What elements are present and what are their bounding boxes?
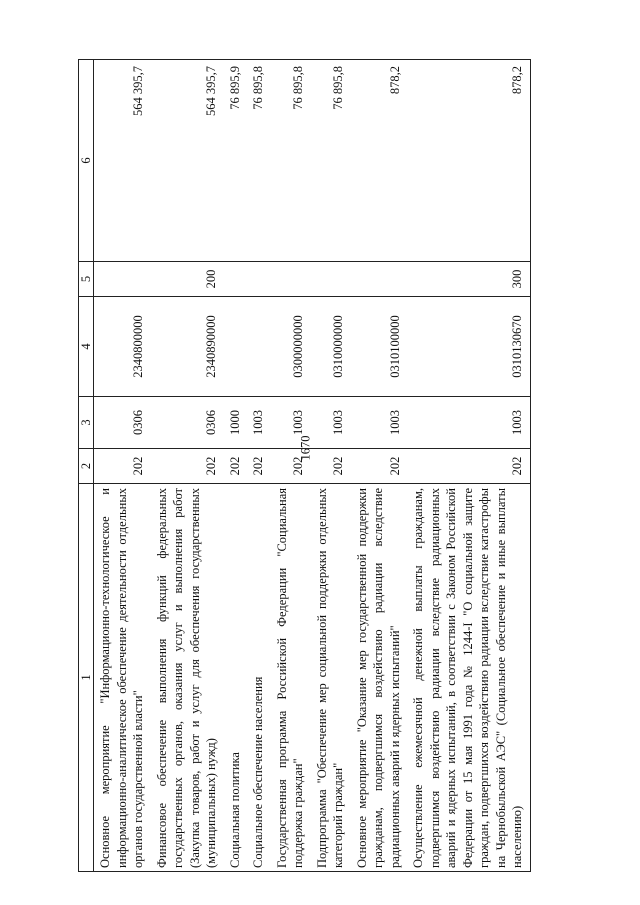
row-ministry-code: 202	[407, 449, 530, 484]
row-amount: 564 395,7	[94, 60, 151, 262]
row-target-code: 0310000000	[311, 297, 351, 397]
column-header: 4	[79, 297, 94, 397]
table-row	[151, 60, 224, 872]
table-row	[407, 60, 530, 872]
row-expense-type	[224, 262, 248, 297]
row-ministry-code: 202	[224, 449, 248, 484]
table-row	[224, 60, 248, 872]
row-amount: 76 895,8	[271, 60, 311, 262]
table-row	[311, 60, 351, 872]
row-expense-type	[247, 262, 271, 297]
row-target-code: 0310100000	[351, 297, 408, 397]
row-amount: 878,2	[351, 60, 408, 262]
table-header-row	[79, 60, 94, 872]
budget-table	[78, 59, 531, 872]
column-header: 2	[79, 449, 94, 484]
row-amount: 564 395,7	[151, 60, 224, 262]
row-target-code	[224, 297, 248, 397]
row-expense-type	[311, 262, 351, 297]
row-section-code: 1003	[407, 397, 530, 449]
row-amount: 878,2	[407, 60, 530, 262]
table-row	[271, 60, 311, 872]
row-description: Социальная политика	[224, 484, 248, 872]
row-target-code: 2340890000	[151, 297, 224, 397]
row-expense-type: 200	[151, 262, 224, 297]
row-target-code	[247, 297, 271, 397]
row-ministry-code: 202	[351, 449, 408, 484]
page-number: 1670	[298, 435, 313, 461]
row-description: Финансовое обеспечение выполнения функций федеральных государственных органов, оказания услуг и выполнения работ (Закупка товаров, работ и услуг для обеспечения государственных (муниципальных) нужд)	[151, 484, 224, 872]
column-header: 6	[79, 60, 94, 262]
row-target-code: 2340800000	[94, 297, 151, 397]
row-expense-type: 300	[407, 262, 530, 297]
row-amount: 76 895,8	[247, 60, 271, 262]
table-row	[351, 60, 408, 872]
row-ministry-code: 202	[311, 449, 351, 484]
table-row	[94, 60, 151, 872]
row-target-code: 0300000000	[271, 297, 311, 397]
row-description: Основное мероприятие "Оказание мер государственной поддержки гражданам, подвергшимся воздействию радиации вследствие радиационных аварий и ядерных испытаний"	[351, 484, 408, 872]
row-ministry-code: 202	[94, 449, 151, 484]
row-description: Подпрограмма "Обеспечение мер социальной поддержки отдельных категорий граждан"	[311, 484, 351, 872]
row-section-code: 1003	[271, 397, 311, 449]
row-expense-type	[271, 262, 311, 297]
row-section-code: 1003	[311, 397, 351, 449]
row-section-code: 1003	[351, 397, 408, 449]
row-section-code: 0306	[94, 397, 151, 449]
row-ministry-code: 202	[271, 449, 311, 484]
row-description: Основное мероприятие "Информационно-технологическое и информационно-аналитическое обеспечение деятельности отдельных органов государственной власти"	[94, 484, 151, 872]
row-ministry-code: 202	[247, 449, 271, 484]
row-section-code: 1000	[224, 397, 248, 449]
row-section-code: 0306	[151, 397, 224, 449]
row-description: Осуществление ежемесячной денежной выплаты гражданам, подвергшимся воздействию радиации вследствие радиационных аварий и ядерных испытаний, в соответствии с Законом Российской Федерации от 15 мая 1991 года № 1244-I "О социальной защите граждан, подвергшихся воздействию радиации вследствие катастрофы на Чернобыльской АЭС" (Социальное обеспечение и иные выплаты населению)	[407, 484, 530, 872]
column-header: 5	[79, 262, 94, 297]
row-expense-type	[351, 262, 408, 297]
table-row	[247, 60, 271, 872]
column-header: 1	[79, 484, 94, 872]
row-description: Социальное обеспечение населения	[247, 484, 271, 872]
row-expense-type	[94, 262, 151, 297]
row-section-code: 1003	[247, 397, 271, 449]
row-amount: 76 895,8	[311, 60, 351, 262]
column-header: 3	[79, 397, 94, 449]
budget-table-sheet	[78, 60, 562, 872]
row-description: Государственная программа Российской Федерации "Социальная поддержка граждан"	[271, 484, 311, 872]
row-ministry-code: 202	[151, 449, 224, 484]
row-amount: 76 895,9	[224, 60, 248, 262]
row-target-code: 0310130670	[407, 297, 530, 397]
